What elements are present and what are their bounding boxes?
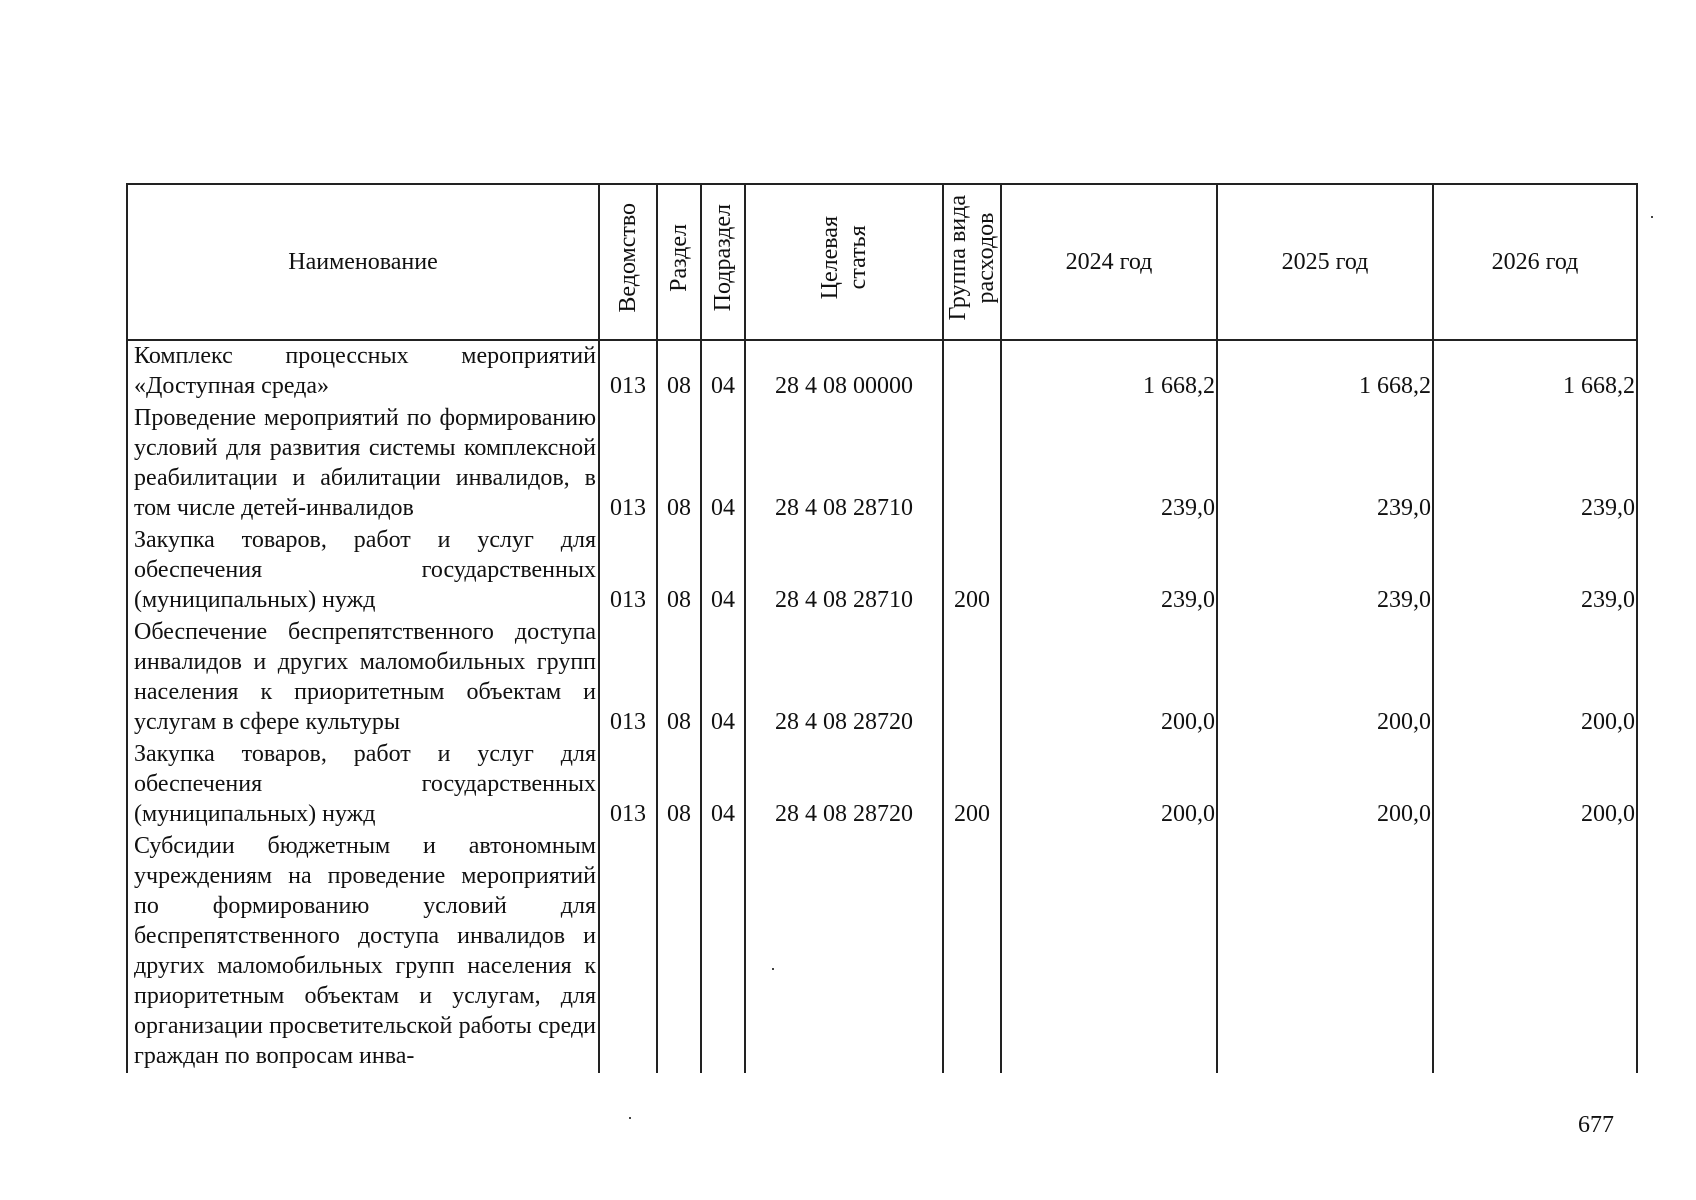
row-razdel: 08	[657, 340, 701, 403]
row-2025	[1217, 831, 1433, 1073]
row-razdel	[657, 831, 701, 1073]
row-celevaya	[745, 831, 943, 1073]
header-name	[127, 184, 599, 340]
header-2026	[1433, 184, 1637, 340]
scan-artifact-dot	[1651, 216, 1653, 218]
budget-table	[126, 183, 1638, 1073]
table-row	[127, 525, 1637, 617]
header-2025-label: 2025 год	[1281, 249, 1369, 275]
row-gruppa: 200	[943, 739, 1001, 831]
row-celevaya: 28 4 08 28710	[745, 403, 943, 525]
row-gruppa	[943, 403, 1001, 525]
table-header	[127, 184, 1637, 340]
row-2026: 239,0	[1433, 525, 1637, 617]
row-name: Проведение мероприятий по формированию условий для развития системы комплексной реабилитации и абилитации инвалидов, в том числе детей-инвалидов	[127, 403, 599, 525]
header-podrazdel-label: Подраздел	[710, 204, 736, 312]
row-razdel: 08	[657, 403, 701, 525]
header-2024	[1001, 184, 1217, 340]
header-name-label: Наименование	[288, 249, 438, 275]
row-vedomstvo: 013	[599, 525, 657, 617]
row-2025: 239,0	[1217, 525, 1433, 617]
row-name: Комплекс процессных мероприятий «Доступная среда»	[127, 340, 599, 403]
row-podrazdel: 04	[701, 617, 745, 739]
row-celevaya: 28 4 08 28720	[745, 617, 943, 739]
page-number: 677	[1578, 1112, 1614, 1138]
scan-artifact-dot	[629, 1117, 631, 1119]
row-name: Субсидии бюджетным и автономным учреждениям на проведение мероприятий по формированию условий для беспрепятственного доступа инвалидов и других маломобильных групп населения к приоритетным объектам и услугам, для организации просветительской работы среди граждан по вопросам инва-	[127, 831, 599, 1073]
row-2024	[1001, 831, 1217, 1073]
row-podrazdel: 04	[701, 739, 745, 831]
row-2025: 200,0	[1217, 739, 1433, 831]
row-2024: 239,0	[1001, 403, 1217, 525]
table-body	[127, 340, 1637, 1073]
table-row	[127, 617, 1637, 739]
header-2024-label: 2024 год	[1065, 249, 1153, 275]
row-celevaya: 28 4 08 28720	[745, 739, 943, 831]
row-vedomstvo: 013	[599, 617, 657, 739]
row-name: Закупка товаров, работ и услуг для обеспечения государственных (муниципальных) нужд	[127, 739, 599, 831]
row-name: Обеспечение беспрепятственного доступа инвалидов и других маломобильных групп населения к приоритетным объектам и услугам в сфере культуры	[127, 617, 599, 739]
table-row	[127, 831, 1637, 1073]
row-podrazdel: 04	[701, 403, 745, 525]
header-gruppa	[943, 184, 1001, 340]
header-2025	[1217, 184, 1433, 340]
row-podrazdel: 04	[701, 340, 745, 403]
row-2026: 1 668,2	[1433, 340, 1637, 403]
header-podrazdel	[701, 184, 745, 340]
row-razdel: 08	[657, 617, 701, 739]
row-vedomstvo: 013	[599, 340, 657, 403]
row-razdel: 08	[657, 739, 701, 831]
row-gruppa	[943, 831, 1001, 1073]
row-podrazdel	[701, 831, 745, 1073]
row-2024: 200,0	[1001, 617, 1217, 739]
scan-artifact-dot	[772, 968, 774, 970]
row-2024: 239,0	[1001, 525, 1217, 617]
row-2026: 200,0	[1433, 617, 1637, 739]
header-2026-label: 2026 год	[1491, 249, 1579, 275]
row-2026: 239,0	[1433, 403, 1637, 525]
row-gruppa	[943, 617, 1001, 739]
table-row	[127, 340, 1637, 403]
row-vedomstvo: 013	[599, 403, 657, 525]
row-gruppa	[943, 340, 1001, 403]
table-row	[127, 739, 1637, 831]
row-celevaya: 28 4 08 00000	[745, 340, 943, 403]
header-razdel-label: Раздел	[666, 224, 692, 292]
row-2026: 200,0	[1433, 739, 1637, 831]
header-vedomstvo-label: Ведомство	[615, 203, 641, 313]
header-gruppa-label: Группа вида расходов	[945, 195, 999, 321]
header-celevaya-label: Целевая статья	[817, 216, 871, 300]
table-row	[127, 403, 1637, 525]
row-celevaya: 28 4 08 28710	[745, 525, 943, 617]
row-name: Закупка товаров, работ и услуг для обеспечения государственных (муниципальных) нужд	[127, 525, 599, 617]
header-razdel	[657, 184, 701, 340]
row-2025: 239,0	[1217, 403, 1433, 525]
row-gruppa: 200	[943, 525, 1001, 617]
row-2024: 200,0	[1001, 739, 1217, 831]
row-podrazdel: 04	[701, 525, 745, 617]
row-vedomstvo	[599, 831, 657, 1073]
header-vedomstvo	[599, 184, 657, 340]
row-2025: 1 668,2	[1217, 340, 1433, 403]
row-razdel: 08	[657, 525, 701, 617]
row-2026	[1433, 831, 1637, 1073]
row-2024: 1 668,2	[1001, 340, 1217, 403]
row-vedomstvo: 013	[599, 739, 657, 831]
row-2025: 200,0	[1217, 617, 1433, 739]
header-celevaya	[745, 184, 943, 340]
